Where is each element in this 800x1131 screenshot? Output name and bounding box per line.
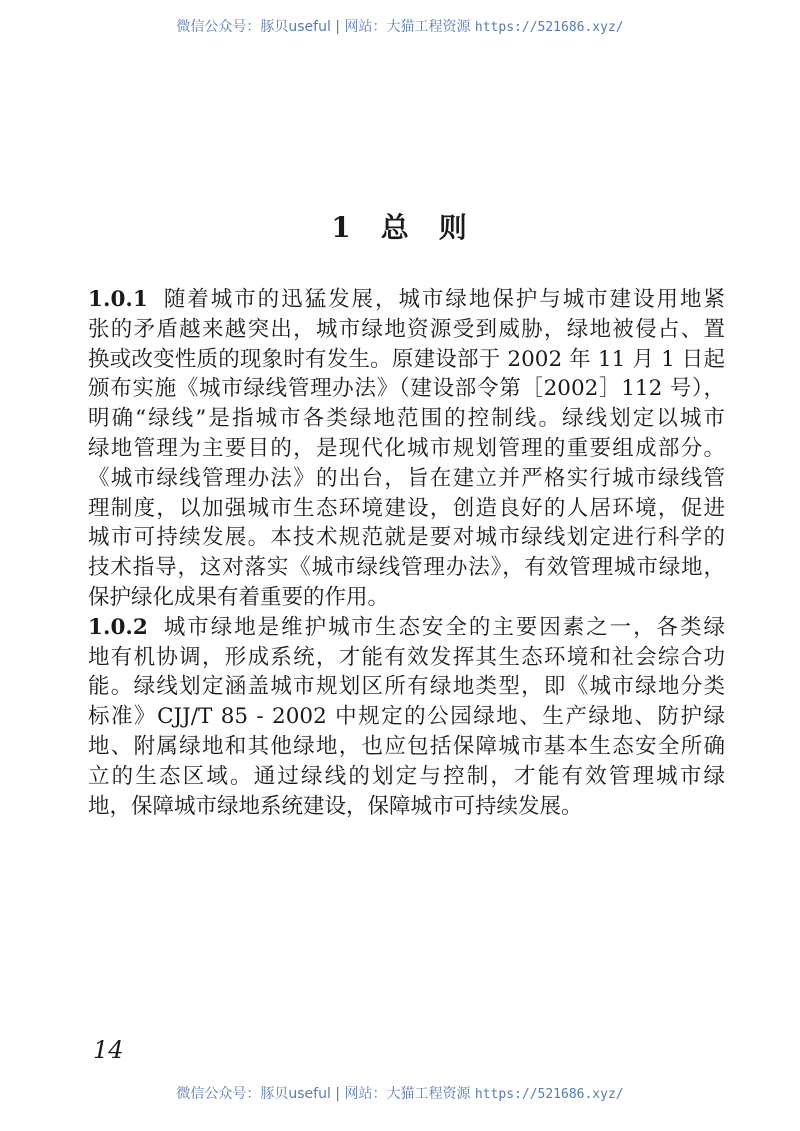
text-line: 明确“绿线”是指城市各类绿地范围的控制线。绿线划定以城市 [88, 406, 725, 432]
text-line: 标准》CJJ/T 85 - 2002 中规定的公园绿地、生产绿地、防护绿 [88, 704, 725, 730]
chapter-title [0, 206, 800, 246]
text-line [88, 613, 725, 643]
chapter-title-part: 则 [438, 211, 469, 244]
text-line: 立的生态区域。通过绿线的划定与控制，才能有效管理城市绿 [88, 763, 725, 789]
text-line: 换或改变性质的现象时有发生。原建设部于 2002 年 11 月 1 日起 [88, 346, 725, 372]
section-number: 1.0.2 [88, 614, 148, 640]
text-line: 《城市绿线管理办法》的出台，旨在建立并严格实行城市绿线管 [88, 465, 725, 491]
watermark-header [0, 16, 800, 36]
text-line: 城市可持续发展。本技术规范就是要对城市绿线划定进行科学的 [88, 525, 725, 551]
text-line: 理制度，以加强城市生态环境建设，创造良好的人居环境，促进 [88, 495, 725, 521]
text-line: 技术指导，这对落实《城市绿线管理办法》，有效管理城市绿地， [88, 555, 725, 581]
text-line: 绿地管理为主要目的，是现代化城市规划管理的重要组成部分。 [88, 435, 725, 461]
text-line [88, 285, 725, 315]
text-line: 地、附属绿地和其他绿地，也应包括保障城市基本生态安全所确 [88, 733, 725, 759]
watermark-url: https://521686.xyz/ [474, 20, 624, 35]
text-line: 地，保障城市绿地系统建设，保障城市可持续发展。 [88, 793, 583, 819]
line-text: 城市绿地是维护城市生态安全的主要因素之一，各类绿 [161, 614, 725, 640]
watermark-text: 微信公众号：豚贝useful | 网站：大猫工程资源 [176, 19, 475, 35]
text-line: 地有机协调，形成系统，才能有效发挥其生态环境和社会综合功 [88, 644, 725, 670]
chapter-number: 1 [331, 211, 353, 244]
text-line: 保护绿化成果有着重要的作用。 [88, 584, 390, 610]
watermark-text: 微信公众号：豚贝useful | 网站：大猫工程资源 [176, 1086, 475, 1102]
text-line: 颁布实施《城市绿线管理办法》（建设部令第［2002］112 号）， [88, 376, 725, 402]
document-body [88, 285, 725, 821]
text-line: 张的矛盾越来越突出，城市绿地资源受到威胁，绿地被侵占、置 [88, 316, 725, 342]
line-text: 随着城市的迅猛发展，城市绿地保护与城市建设用地紧 [161, 287, 725, 312]
chapter-title-part: 总 [380, 211, 411, 244]
section-number: 1.0.1 [88, 287, 148, 312]
watermark-url: https://521686.xyz/ [474, 1087, 624, 1102]
watermark-footer [0, 1083, 800, 1103]
page-number: 14 [93, 1036, 124, 1064]
text-line: 能。绿线划定涵盖城市规划区所有绿地类型，即《城市绿地分类 [88, 674, 725, 700]
